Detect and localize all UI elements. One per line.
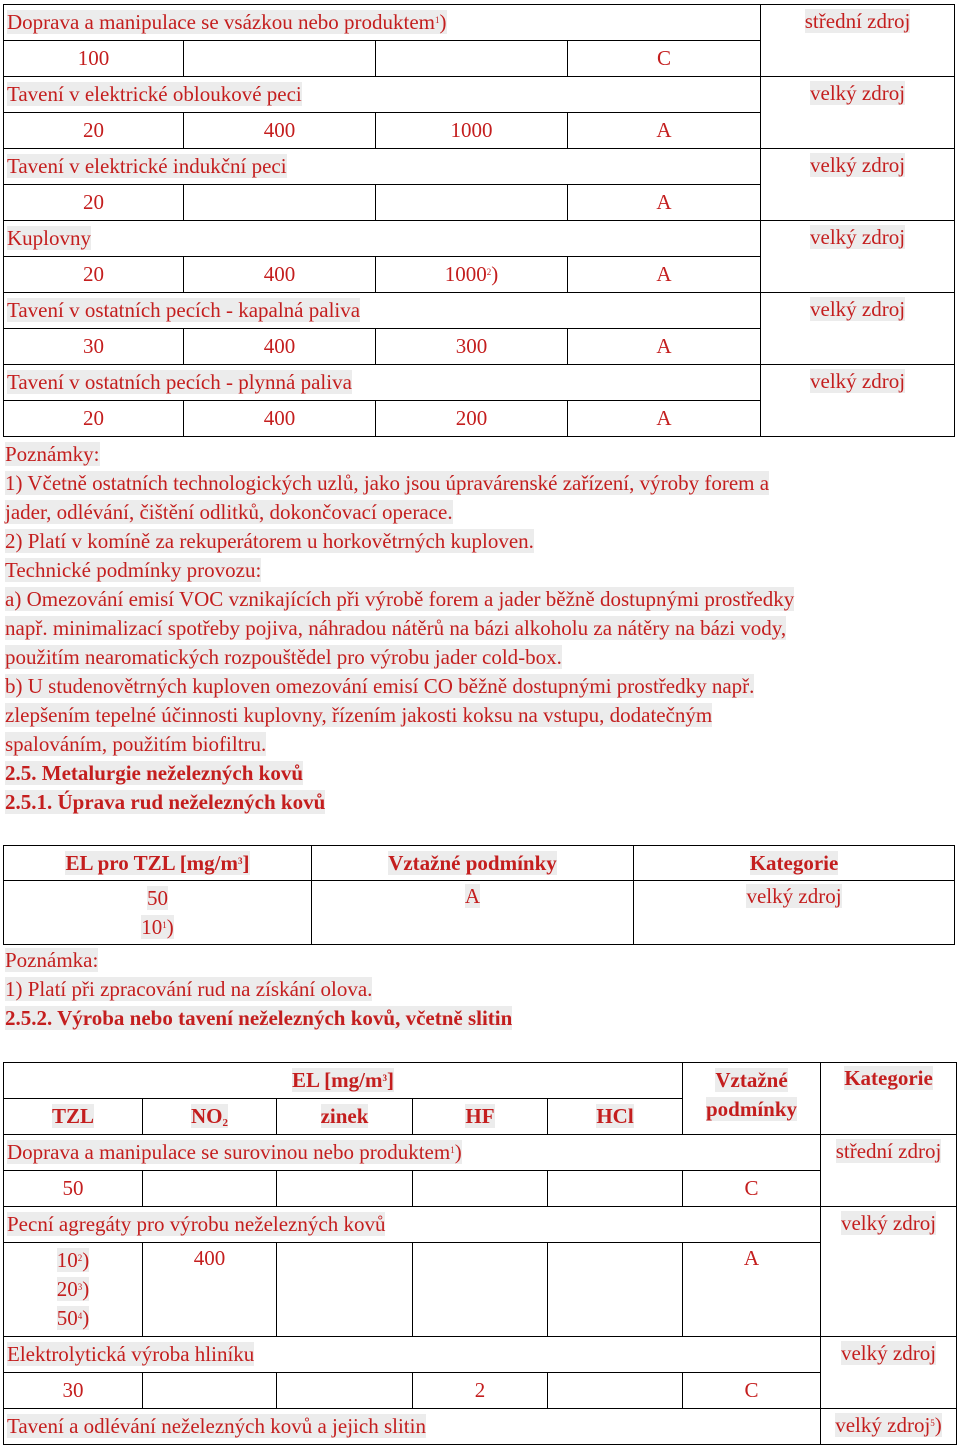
value-cell: 400 [184, 329, 376, 365]
tech-condition-a-line-3: použitím nearomatických rozpouštědel pro výrobu jader cold-box. [5, 645, 562, 669]
row-label: Kuplovny [4, 221, 761, 257]
header-category: Kategorie [634, 846, 955, 881]
value-cell: 400 [184, 257, 376, 293]
row-label: Tavení a odlévání neželezných kovů a jejich slitin [4, 1409, 821, 1445]
row-label: Tavení v ostatních pecích - kapalná paliva [4, 293, 761, 329]
value-cell [413, 1243, 548, 1337]
table-row [4, 1337, 957, 1373]
condition-cell: A [568, 329, 761, 365]
header-category: Kategorie [821, 1063, 957, 1135]
value-cell: 100 [4, 41, 184, 77]
value-cell: 1000 [376, 113, 568, 149]
note-2: 2) Platí v komíně za rekuperátorem u horkovětrných kuploven. [5, 529, 534, 553]
section-heading-2-5: 2.5. Metalurgie neželezných kovů [5, 761, 304, 785]
value-cell [548, 1171, 683, 1207]
value-cell [376, 185, 568, 221]
value-cell [143, 1373, 277, 1409]
value-cell: 50 $10^1$) [4, 881, 312, 945]
row-label: Doprava a manipulace se vsázkou nebo produktem$^1$) [4, 5, 761, 41]
section-heading-2-5-2: 2.5.2. Výroba nebo tavení neželezných kovů, včetně slitin [5, 1006, 513, 1030]
category-cell: velký zdroj [761, 221, 955, 293]
table-header-row [4, 1063, 957, 1099]
notes-heading: Poznámky: [5, 442, 100, 466]
condition-cell: A [568, 185, 761, 221]
value-cell: 2 [413, 1373, 548, 1409]
header-el-tzl: EL pro TZL $[mg/m^3]$ [4, 846, 312, 881]
value-cell: 300 [376, 329, 568, 365]
header-col-zinek: zinek [277, 1099, 413, 1135]
value-cell: 400 [143, 1243, 277, 1337]
table-row [4, 1171, 957, 1207]
table-row [4, 881, 955, 945]
value-cell [548, 1373, 683, 1409]
condition-cell: C [683, 1373, 821, 1409]
header-col-no2: $NO_2$ [143, 1099, 277, 1135]
condition-cell: C [568, 41, 761, 77]
note-1-line-1: 1) Včetně ostatních technologických uzlů, jako jsou úpravárenské zařízení, výroby forem a [5, 471, 770, 495]
condition-cell: A [683, 1243, 821, 1337]
header-col-hcl: HCl [548, 1099, 683, 1135]
value-cell [184, 41, 376, 77]
condition-cell: A [312, 881, 634, 945]
emission-limits-table-nonferrous [3, 1062, 957, 1445]
emission-limits-table-foundry [3, 4, 955, 437]
row-label: Elektrolytická výroba hliníku [4, 1337, 821, 1373]
category-cell: velký zdroj [821, 1337, 957, 1409]
emission-limits-table-ore [3, 845, 955, 945]
value-cell [376, 41, 568, 77]
value-cell: $10^2$) $20^3$) $50^4$) [4, 1243, 143, 1337]
table-row [4, 293, 955, 329]
row-label: Pecní agregáty pro výrobu neželezných kovů [4, 1207, 821, 1243]
row-label: Tavení v elektrické indukční peci [4, 149, 761, 185]
category-cell: velký zdroj$^5$) [821, 1409, 957, 1445]
condition-cell: C [683, 1171, 821, 1207]
value-cell: 400 [184, 401, 376, 437]
table-row [4, 1207, 957, 1243]
header-conditions: Vztažné podmínky [683, 1063, 821, 1135]
table-row [4, 1373, 957, 1409]
tech-condition-b-line-3: spalováním, použitím biofiltru. [5, 732, 267, 756]
category-cell: velký zdroj [761, 365, 955, 437]
category-cell: velký zdroj [634, 881, 955, 945]
condition-cell: A [568, 113, 761, 149]
value-cell [184, 185, 376, 221]
tech-condition-a-line-1: a) Omezování emisí VOC vznikajících při výrobě forem a jader běžně dostupnými prostředky [5, 587, 795, 611]
table-row [4, 365, 955, 401]
value-cell: 1000$^2$) [376, 257, 568, 293]
tech-condition-a-line-2: např. minimalizací spotřeby pojiva, náhradou nátěrů na bázi alkoholu za nátěry na bázi vody, [5, 616, 787, 640]
value-cell: 20 [4, 401, 184, 437]
category-cell: velký zdroj [761, 77, 955, 149]
row-label: Tavení v ostatních pecích - plynná paliva [4, 365, 761, 401]
header-conditions: Vztažné podmínky [312, 846, 634, 881]
section-heading-2-5-1: 2.5.1. Úprava rud neželezných kovů [5, 790, 326, 814]
value-cell: 30 [4, 1373, 143, 1409]
table-header-row [4, 846, 955, 881]
value-cell: 400 [184, 113, 376, 149]
table-row [4, 149, 955, 185]
value-cell [277, 1243, 413, 1337]
table-row [4, 1135, 957, 1171]
row-label: Doprava a manipulace se surovinou nebo produktem$^1$) [4, 1135, 821, 1171]
value-cell [413, 1171, 548, 1207]
category-cell: velký zdroj [761, 149, 955, 221]
header-col-tzl: TZL [4, 1099, 143, 1135]
tech-condition-b-line-1: b) U studenovětrných kuploven omezování emisí CO běžně dostupnými prostředky např. [5, 674, 755, 698]
category-cell: střední zdroj [821, 1135, 957, 1207]
table-row [4, 1243, 957, 1337]
condition-cell: A [568, 257, 761, 293]
tech-conditions-heading: Technické podmínky provozu: [5, 558, 262, 582]
value-cell: 30 [4, 329, 184, 365]
table-row [4, 5, 955, 41]
value-cell: 200 [376, 401, 568, 437]
category-cell: velký zdroj [821, 1207, 957, 1337]
note-1-line-2: jader, odlévání, čištění odlitků, dokončovací operace. [5, 500, 453, 524]
note-2-1: 1) Platí při zpracování rud na získání olova. [5, 977, 373, 1001]
table-row [4, 1409, 957, 1445]
value-cell: 20 [4, 113, 184, 149]
value-cell [277, 1171, 413, 1207]
row-label: Tavení v elektrické obloukové peci [4, 77, 761, 113]
value-cell [548, 1243, 683, 1337]
category-cell: střední zdroj [761, 5, 955, 77]
tech-condition-b-line-2: zlepšením tepelné účinnosti kuplovny, řízením jakosti koksu na vstupu, dodatečným [5, 703, 713, 727]
table-row [4, 221, 955, 257]
value-cell: 20 [4, 257, 184, 293]
value-cell [143, 1171, 277, 1207]
header-el: EL $[mg/m^3]$ [4, 1063, 683, 1099]
condition-cell: A [568, 401, 761, 437]
note-heading-2: Poznámka: [5, 948, 99, 972]
category-cell: velký zdroj [761, 293, 955, 365]
value-cell [277, 1373, 413, 1409]
table-row [4, 77, 955, 113]
value-cell: 20 [4, 185, 184, 221]
value-cell: 50 [4, 1171, 143, 1207]
header-col-hf: HF [413, 1099, 548, 1135]
